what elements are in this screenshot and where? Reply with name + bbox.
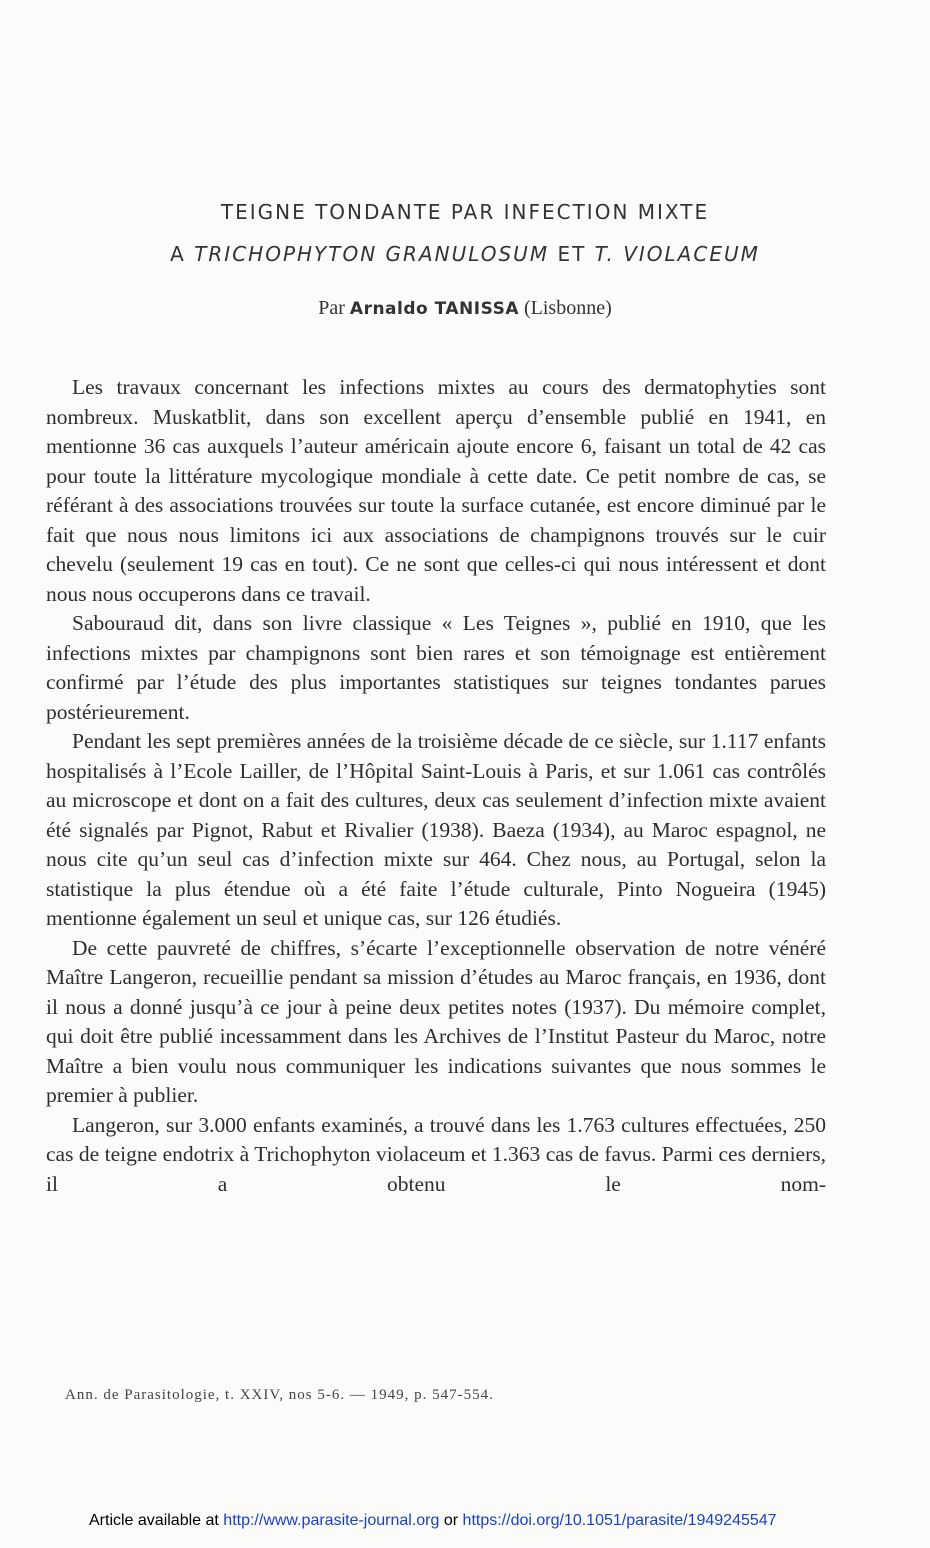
paragraph-4: De cette pauvreté de chiffres, s’écarte l’exceptionnelle observation de notre vénéré Maître Langeron, recueillie pendant sa mission d’études au Maroc français, en 1936, dont il nous a donné jusqu’à ce jour à peine deux petites notes (1937). Du mémoire complet, qui doit être publié incessamment dans les Archives de l’Institut Pasteur du Maroc, notre Maître a bien voulu nous communiquer les indications suivantes que nous sommes le premier à publier. bbox=[46, 935, 826, 1107]
paragraph-3: Pendant les sept premières années de la troisième décade de ce siècle, sur 1.117 enfants hospitalisés à l’Ecole Lailler, de l’Hôpital Saint-Louis à Paris, et sur 1.061 cas contrôlés au microscope et dont on a fait des cultures, deux cas seulement d’infection mixte avaient été signalés par Pignot, Rabut et Rivalier (1938). Baeza (1934), au Maroc espagnol, ne nous cite qu’un seul cas d’infection mixte sur 464. Chez nous, au Portugal, selon la statistique la plus étendue où a été faite l’étude culturale, Pinto Nogueira (1945) mentionne également un seul et unique cas, sur 126 étudiés. bbox=[46, 729, 826, 930]
availability-or: or bbox=[443, 1512, 459, 1529]
article-body bbox=[46, 373, 826, 1199]
author-name: Arnaldo TANISSA bbox=[349, 299, 519, 319]
title-word-et: ET bbox=[557, 242, 587, 266]
journal-reference: Ann. de Parasitologie, t. XXIV, nos 5-6. — 1949, p. 547-554. bbox=[65, 1387, 494, 1403]
paragraph-2: Sabouraud dit, dans son livre classique « Les Teignes », publié en 1910, que les infections mixtes par champignons sont bien rares et son témoignage est entièrement confirmé par l’étude des plus importantes statistiques sur teignes tondantes parues postérieurement. bbox=[46, 611, 826, 724]
availability-prefix: Article available at bbox=[89, 1512, 219, 1529]
doi-link[interactable]: https://doi.org/10.1051/parasite/1949245547 bbox=[462, 1512, 777, 1529]
availability-notice bbox=[89, 1512, 777, 1530]
paragraph-1: Les travaux concernant les infections mixtes au cours des dermatophyties sont nombreux. Muskatblit, dans son excellent aperçu d’ensemble publié en 1941, en mentionne 36 cas auxquels l’auteur américain ajoute encore 6, faisant un total de 42 cas pour toute la littérature mycologique mondiale à cette date. Ce petit nombre de cas, se référant à des associations trouvées sur toute la surface cutanée, est encore diminué par le fait que nous nous limitons ici aux associations de champignons trouvés sur le cuir chevelu (seulement 19 cas en tout). Ce ne sont que celles-ci qui nous intéressent et dont nous nous occuperons dans ce travail. bbox=[46, 375, 826, 606]
article-title-line-2 bbox=[0, 242, 930, 266]
author-location: (Lisbonne) bbox=[523, 297, 612, 319]
title-word-a: A bbox=[170, 242, 186, 266]
paragraph-5: Langeron, sur 3.000 enfants examinés, a trouvé dans les 1.763 cultures effectuées, 250 cas de teigne endotrix à Trichophyton violaceum et 1.363 cas de favus. Parmi ces derniers, il a obtenu le nom- bbox=[46, 1112, 826, 1196]
title-species-2: T. VIOLACEUM bbox=[594, 242, 760, 266]
journal-link[interactable]: http://www.parasite-journal.org bbox=[223, 1512, 440, 1529]
article-title-line-1: TEIGNE TONDANTE PAR INFECTION MIXTE bbox=[220, 200, 710, 224]
byline-prefix: Par bbox=[318, 297, 345, 319]
title-species-1: TRICHOPHYTON GRANULOSUM bbox=[194, 242, 550, 266]
byline bbox=[0, 297, 930, 320]
